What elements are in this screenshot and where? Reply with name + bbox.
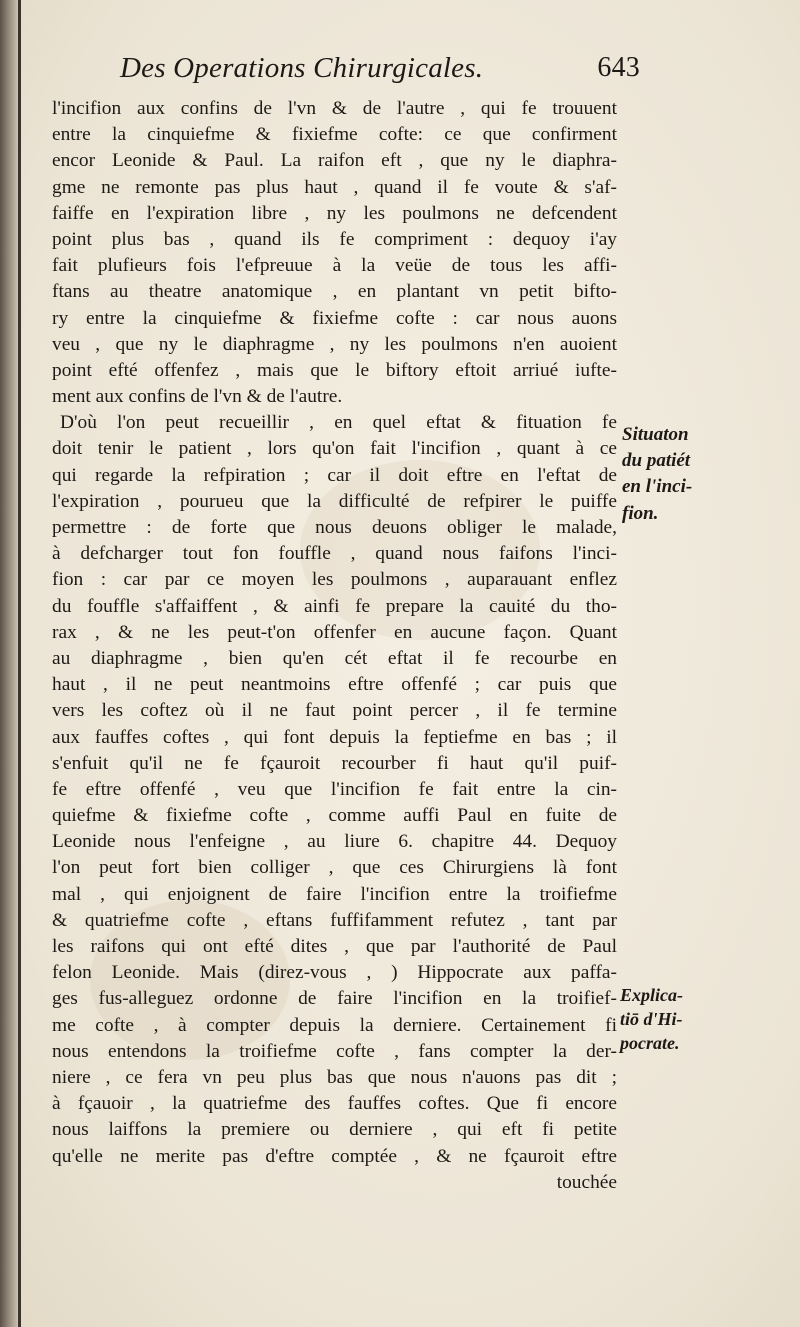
text-line: ry entre la cinquiefme & fixiefme cofte : car nous auons [52,307,617,329]
margin-note-line: Situaton [622,424,689,445]
text-line: felon Leonide. Mais (direz-vous , ) Hippocrate aux paffa- [52,962,617,984]
text-line: Leonide nous l'enfeigne , au liure 6. chapitre 44. Dequoy [52,831,617,853]
catchword: touchée [556,1171,617,1193]
text-line: permettre : de forte que nous deuons obliger le malade, [52,517,617,538]
running-header [120,52,640,92]
text-line: quiefme & fixiefme cofte , comme auffi Paul en fuite de [52,805,617,827]
text-line: ftans au theatre anatomique , en plantant vn petit bifto- [52,281,617,303]
text-line: l'on peut fort bien colliger , que ces Chirurgiens là font [52,857,617,879]
margin-note-line: Explica- [620,985,683,1005]
margin-note-line: fion. [622,502,659,524]
text-line: haut , il ne peut neantmoins eftre offenfé ; car puis que [52,674,617,696]
text-line: me cofte , à compter depuis la derniere. Certainement fi [52,1014,617,1036]
text-line: entre la cinquiefme & fixiefme cofte: ce que confirment [52,124,617,146]
text-line: aux fauffes coftes , qui font depuis la feptiefme en bas ; il [52,726,617,748]
text-line: niere , ce fera vn peu plus bas que nous n'auons pas dit ; [52,1066,617,1088]
margin-note-line: pocrate. [620,1033,680,1053]
text-line: doit tenir le patient , lors qu'on fait l'incifion , quant à ce [52,438,617,460]
text-line: veu , que ny le diaphragme , ny les poulmons n'en auoient [52,333,617,355]
text-line: ment aux confins de l'vn & de l'autre. [52,386,343,408]
text-line: nous laiffons la premiere ou derniere , qui eft fi petite [52,1119,617,1141]
margin-note-situation [622,422,792,527]
margin-note-line: tiō d'Hi- [620,1009,683,1029]
text-line: mal , qui enjoignent de faire l'incifion entre la troifiefme [52,883,617,905]
text-line: point efté offenfez , mais que le biftory eftoit arriué iufte- [52,359,617,381]
text-line: à fçauoir , la quatriefme des fauffes coftes. Que fi encore [52,1093,617,1115]
text-line: point plus bas , quand ils fe compriment : dequoy i'ay [52,228,617,250]
text-line: encor Leonide & Paul. La raifon eft , que ny le diaphra- [52,150,617,172]
text-line: l'incifion aux confins de l'vn & de l'autre , qui fe trouuent [52,98,617,119]
text-line: à defcharger tout fon fouffle , quand nous faifons l'inci- [52,543,617,565]
gutter-edge [18,0,21,1327]
margin-note-line: en l'inci- [622,476,693,498]
text-line: & quatriefme cofte , eftans fuffifamment refutez , tant par [52,909,617,931]
margin-note-explication [620,983,720,1055]
margin-note-line: du patiét [622,450,691,472]
text-line: qui regarde la refpiration ; car il doit eftre en l'eftat de [52,464,617,486]
main-text-block [52,96,617,1196]
text-line: vers les coftez où il ne faut point percer , il fe termine [52,700,617,722]
text-line: au diaphragme , bien qu'en cét eftat il fe recourbe en [52,647,617,669]
text-line: nous entendons la troifiefme cofte , fans compter la der- [52,1040,617,1062]
text-line: fait plufieurs fois l'efpreuue à la veüe de tous les affi- [52,255,617,277]
text-line: fion : car par ce moyen les poulmons , auparauant enflez [52,569,617,591]
text-line: fe eftre offenfé , veu que l'incifion fe fait entre la cin- [52,778,617,800]
text-line: faiffe en l'expiration libre , ny les poulmons ne defcendent [52,202,617,224]
text-line: D'où l'on peut recueillir , en quel eftat & fituation fe [60,412,617,434]
book-gutter [0,0,20,1327]
text-line: gme ne remonte pas plus haut , quand il fe voute & s'af- [52,176,617,198]
page-number: 643 [597,52,640,83]
text-line: qu'elle ne merite pas d'eftre comptée , & ne fçauroit eftre [52,1145,617,1167]
text-line: les raifons qui ont efté dites , que par l'authorité de Paul [52,936,617,957]
running-title: Des Operations Chirurgicales. [120,52,484,84]
text-line: rax , & ne les peut-t'on offenfer en aucune façon. Quant [52,621,617,643]
text-line: du fouffle s'affaiffent , & ainfi fe prepare la cauité du tho- [52,595,617,617]
text-line: s'enfuit qu'il ne fe fçauroit recourber fi haut qu'il puif- [52,752,617,774]
text-line: l'expiration , pourueu que la difficulté de refpirer le puiffe [52,490,617,512]
text-line: ges fus-alleguez ordonne de faire l'incifion en la troifief- [52,988,617,1010]
